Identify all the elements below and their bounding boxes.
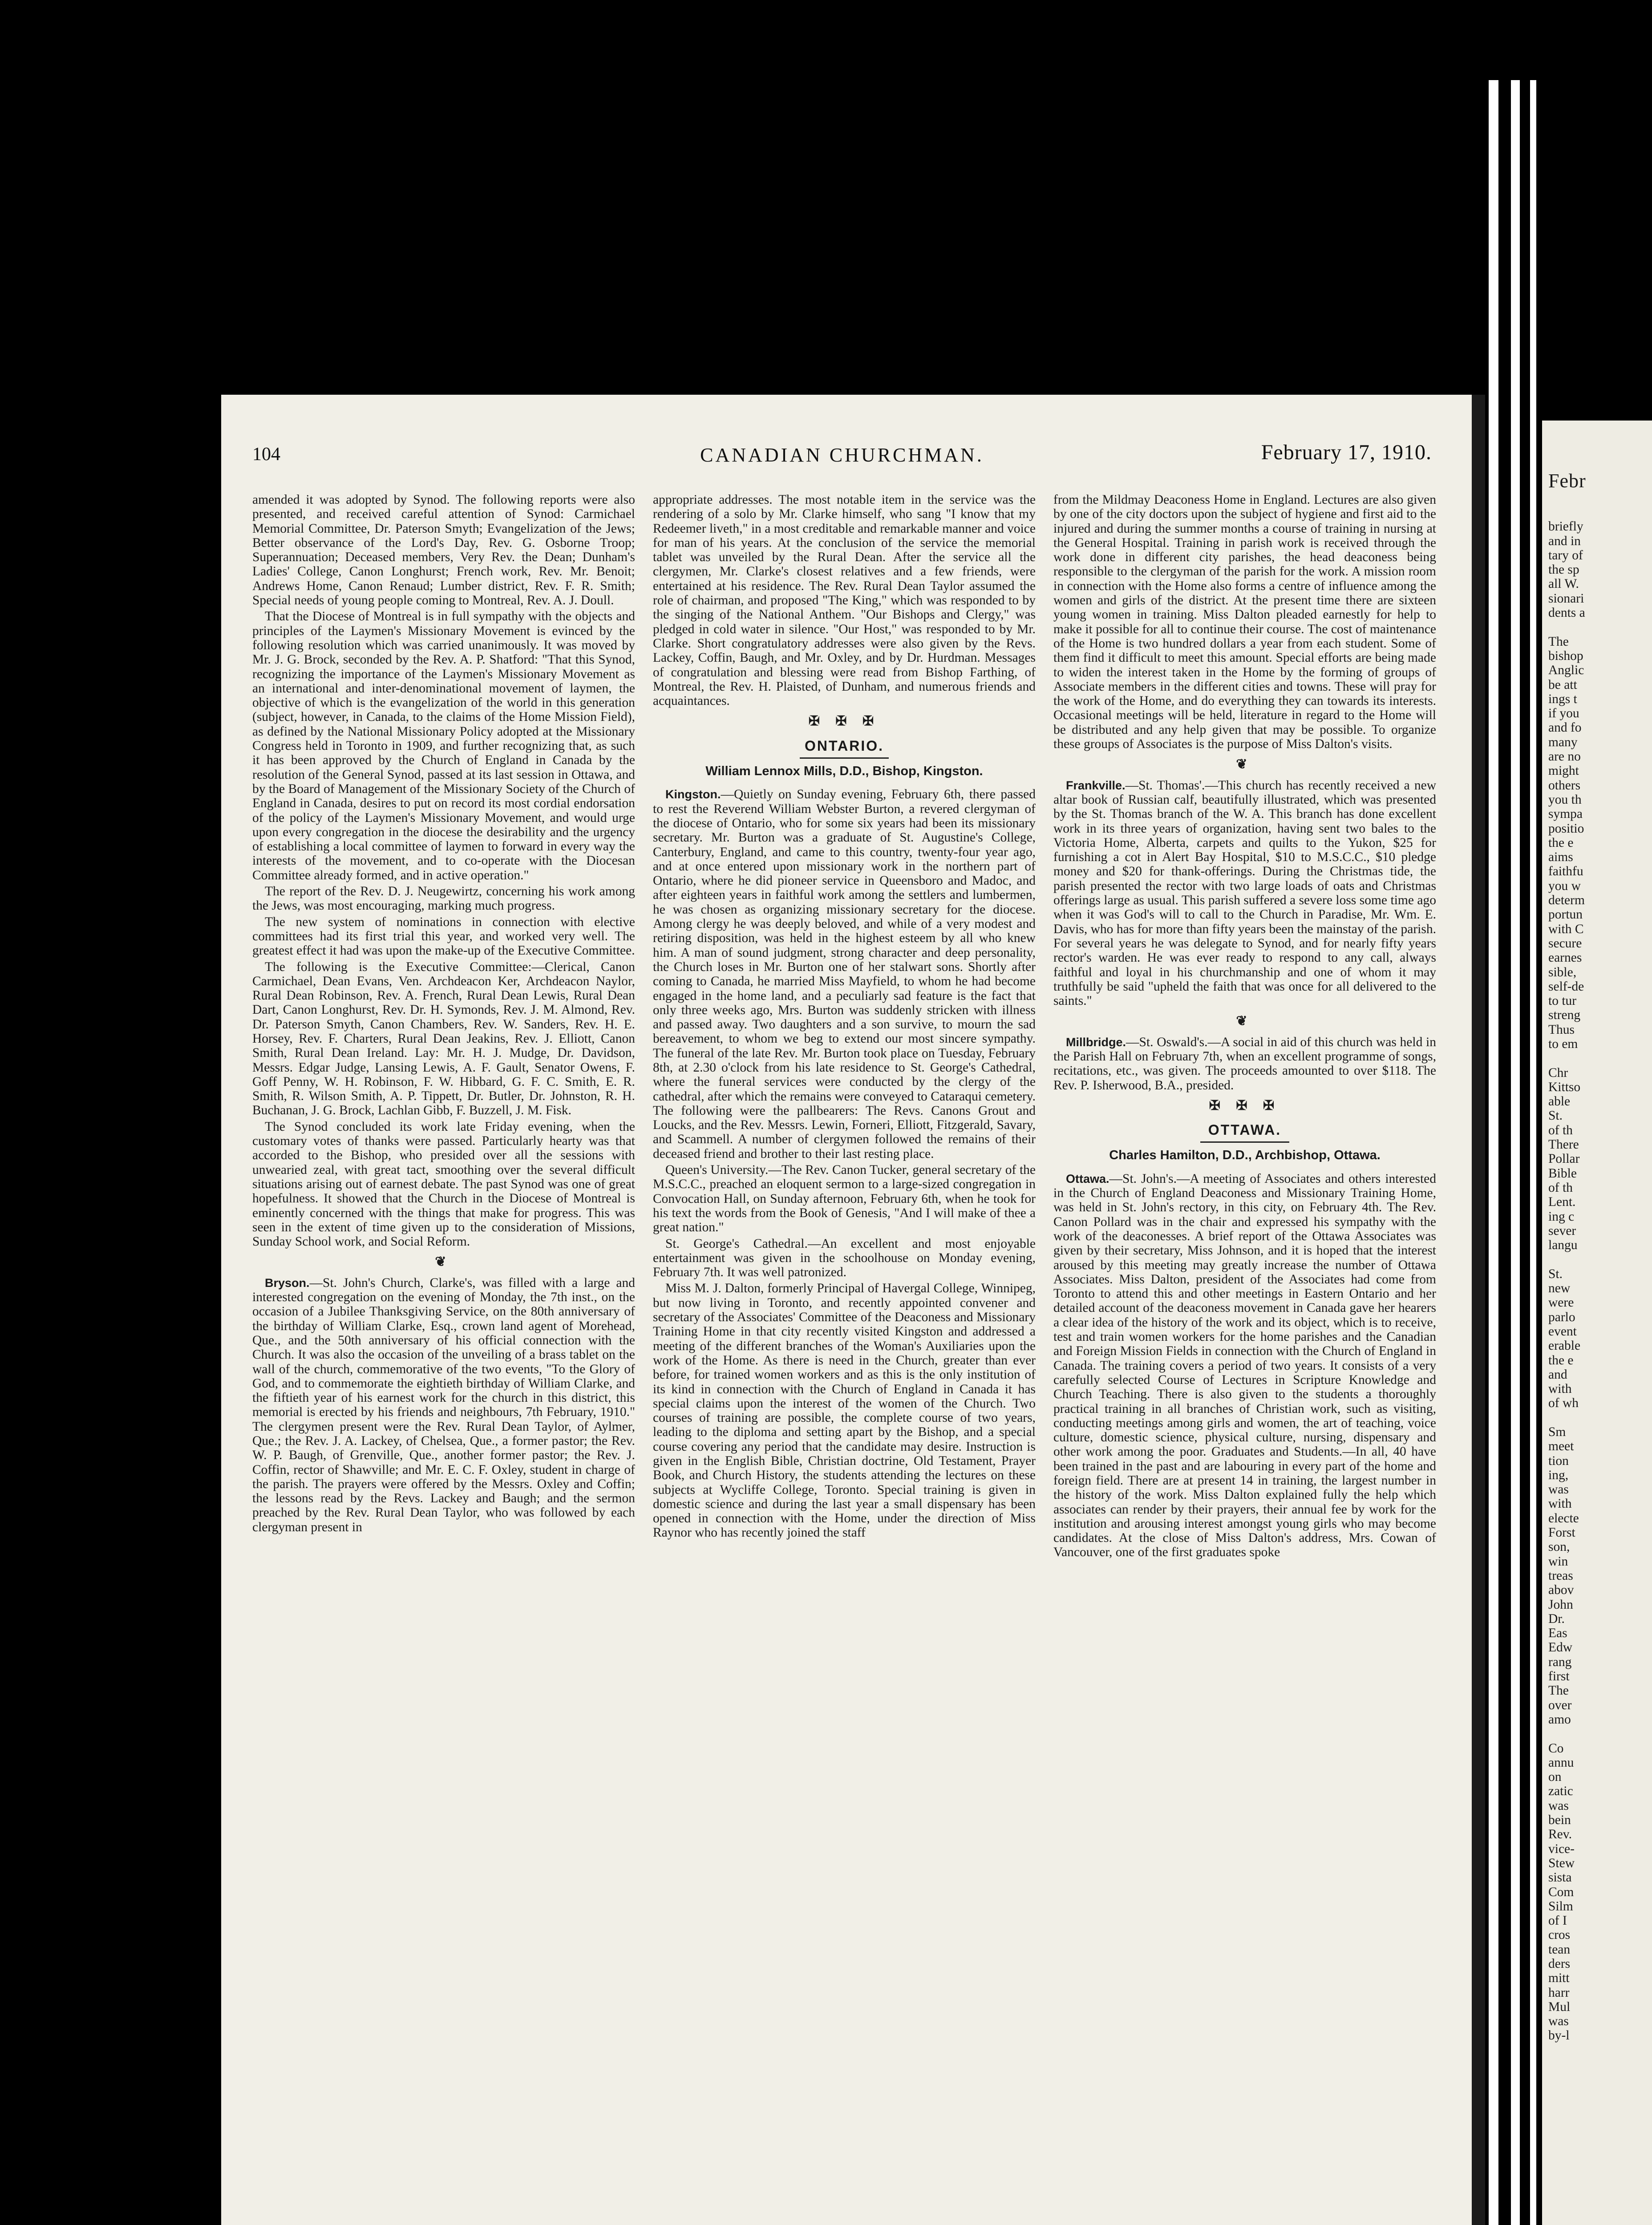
column-2 <box>653 493 1036 2225</box>
next-page-line: ings t <box>1548 692 1577 706</box>
newspaper-page <box>221 395 1472 2225</box>
next-page-line: parlo <box>1548 1310 1575 1324</box>
next-page-line: erable <box>1548 1339 1581 1353</box>
next-page-line: with C <box>1548 922 1584 936</box>
next-page-line: self-de <box>1548 979 1584 994</box>
paragraph-body: —St. Oswald's.—A social in aid of this church was held in the Parish Hall on February 7th, when an excellent programme of songs, recitations, etc., was given. The proceeds amounted to over $118. The Rev. P. Isherwood, B.A., presided. <box>1053 1035 1436 1092</box>
next-page-line: be att <box>1548 677 1577 692</box>
paragraph: The new system of nominations in connection with elective committees had its first trial this year, and worked very well. The greatest effect it had was upon the make-up of the Executive Committee. <box>252 914 635 958</box>
paragraph: The report of the Rev. D. J. Neugewirtz, concerning his work among the Jews, was most encouraging, marking much progress. <box>252 884 635 913</box>
next-page-line: to tur <box>1548 994 1577 1008</box>
next-page-line: secure <box>1548 936 1582 951</box>
millbridge-paragraph <box>1053 1035 1436 1092</box>
section-title-ottawa: OTTAWA. <box>1208 1122 1282 1138</box>
next-page-line: on <box>1548 1770 1562 1784</box>
paragraph: Queen's University.—The Rev. Canon Tucker, general secretary of the M.S.C.C., preached an eloquent sermon to a large-sized congregation in Convocation Hall, on Sunday afternoon, February 6th, when he took for his text the words from the Book of Genesis, "And I will make of thee a great nation." <box>653 1163 1036 1235</box>
next-page-line: by-l <box>1548 2028 1570 2043</box>
paragraph: from the Mildmay Deaconess Home in England. Lectures are also given by one of the city doctors upon the subject of hygiene and first aid to the injured and during the summer months a course of training in nursing at the General Hospital. Training in parish work is received through the work done in different city parishes, the head deaconess being responsible to the clergyman of the parish for the work. A mission room in connection with the Home also forms a centre of influence among the women and girls of the district. At the present time there are sixteen young women in training. Miss Dalton pleaded earnestly for help to make it possible for all to continue their course. The cost of maintenance of the Home is two hundred dollars a year from each student. Some of them find it difficult to meet this amount. Special efforts are being made to widen the interest taken in the Home by the forming of groups of Associate members in the different cities and towns. These will pray for the work of the Home, and do everything they can towards its interests. Occasional meetings will be held, literature in regard to the Home will be distributed and any help given that may be possible. To organize these groups of Associates is the purpose of Miss Dalton's visits. <box>1053 493 1436 752</box>
next-page-line <box>1548 1051 1652 1065</box>
next-page-line: over <box>1548 1698 1572 1712</box>
next-page-line: bein <box>1548 1813 1571 1828</box>
ornament: ❦ <box>1236 1014 1254 1029</box>
place-lead: Millbridge. <box>1066 1035 1126 1049</box>
next-page-line: with <box>1548 1497 1572 1511</box>
place-lead: Ottawa. <box>1066 1172 1109 1185</box>
next-page-line <box>1548 620 1652 634</box>
paragraph: That the Diocese of Montreal is in full sympathy with the objects and principles of the Laymen's Missionary Movement is evinced by the following resolution which was carried unanimously. It was moved by Mr. J. G. Brock, seconded by the Rev. A. P. Shatford: "That this Synod, recognizing the importance of the Laymen's Missionary Movement as an international and inter-denominational movement of laymen, the objective of which is the evangelization of the world in this generation (subject, however, in Canada, to the claims of the Home Mission Field), as defined by the National Missionary Policy adopted at the Missionary Congress held in Toronto in 1909, and further recognizing that, as such it has been approved by the Church of England in Canada by the resolution of the General Synod, passed at its last session in Ottawa, and by the Board of Management of the Missionary Society of the Church of England in Canada, desires to put on record its most cordial endorsation of the policy of the Laymen's Missionary Movement, and would urge upon every congregation in the diocese the desirability and the urgency of establishing a local committee of laymen to forward in every way the interests of the movement, and to co-operate with the Diocesan Committee already formed, and in active operation." <box>252 609 635 882</box>
next-page-line: Silm <box>1548 1899 1573 1914</box>
page-gutter-shadow <box>1472 395 1485 2225</box>
next-page-line: were <box>1548 1295 1574 1310</box>
section-subtitle: Charles Hamilton, D.D., Archbishop, Ottawa. <box>1109 1148 1381 1163</box>
next-page-line: you th <box>1548 792 1582 807</box>
next-page-line: ing c <box>1548 1209 1575 1224</box>
paragraph: St. George's Cathedral.—An excellent and most enjoyable entertainment was given in the schoolhouse on Monday evening, February 7th. It was well patronized. <box>653 1236 1036 1280</box>
next-page-line: Anglic <box>1548 663 1584 678</box>
next-page-line: sionari <box>1548 591 1584 606</box>
next-page-line: briefly <box>1548 519 1583 534</box>
kingston-paragraph <box>653 787 1036 1161</box>
next-page-line: able <box>1548 1094 1571 1109</box>
next-page-line: faithfu <box>1548 864 1583 879</box>
next-page-line: treas <box>1548 1568 1573 1583</box>
next-page-line: tean <box>1548 1942 1571 1957</box>
paragraph-body: —Quietly on Sunday evening, February 6th, there passed to rest the Reverend William Webster Burton, a revered clergyman of the diocese of Ontario, who for some six years had been its missionary secretary. Mr. Burton was a graduate of St. Augustine's College, Canterbury, England, and came to this country, twenty-four year ago, and at once entered upon missionary work in the northern part of Ontario, where he did pioneer service in Queensboro and Madoc, and after eighteen years in faithful work among the settlers and lumbermen, he was chosen as organizing missionary secretary for the diocese. Among clergy he was deeply beloved, and while of a very modest and retiring disposition, was held in the highest esteem by all who knew him. A man of sound judgment, strong character and deep personality, the Church loses in Mr. Burton one of her stalwart sons. Shortly after coming to Canada, he married Miss Mayfield, to whom he had become engaged in the home land, and a peculiarly sad feature is the fact that only three weeks ago, Mrs. Burton was suddenly stricken with illness and passed away. Two daughters and a son survive, to mourn the sad bereavement, to whom we beg to extend our most sincere sympathy. The funeral of the late Rev. Mr. Burton took place on Tuesday, February 8th, at 2.30 o'clock from his late residence to St. George's Cathedral, where the funeral services were conducted by the clergy of the cathedral, after which the remains were conveyed to Cataraqui cemetery. The following were the pallbearers: The Revs. Canons Grout and Loucks, and the Rev. Messrs. Lewin, Forneri, Elliott, Fitzgerald, Savary, and Scammell. A number of clergymen followed the remains of their deceased friend and brother to their last resting place. <box>653 787 1036 1161</box>
film-edge-bar <box>1511 80 1520 2225</box>
next-page-line: Dr. <box>1548 1611 1565 1626</box>
paragraph: The following is the Executive Committee:—Clerical, Canon Carmichael, Dean Evans, Ven. Archdeacon Ker, Archdeacon Naylor, Rural Dean Robinson, Rev. A. French, Rural Dean Lewis, Rural Dean Dart, Canon Longhurst, Rev. Dr. H. Symonds, Rev. J. M. Almond, Rev. Dr. Paterson Smyth, Canon Chambers, Rev. W. Sanders, Rev. H. E. Horsey, Rev. F. Charters, Rural Dean Jeakins, Rev. J. Elliott, Canon Smith, Rural Dean Ireland. Lay: Mr. H. J. Mudge, Dr. Davidson, Messrs. Edgar Judge, Lansing Lewis, A. F. Gault, Senator Owens, F. Goff Penny, W. H. Robinson, F. W. Hibbard, G. F. C. Smith, E. R. Smith, R. Wilson Smith, A. P. Tippett, Dr. Butler, Dr. Johnston, R. H. Buchanan, J. G. Brock, Lachlan Gibb, F. Buzzell, J. M. Fisk. <box>252 959 635 1118</box>
paragraph-body: —St. John's.—A meeting of Associates and others interested in the Church of England Deaconess and Missionary Training Home, was held in St. John's rectory, in this city, on February 4th. The Rev. Canon Pollard was in the chair and expressed his sympathy with the work of the deaconesses. A brief report of the Ottawa Associates was given by their secretary, Miss Johnson, and it is hoped that the interest aroused by this meeting may greatly increase the number of Ottawa Associates. Miss Dalton, president of the Associates had come from Toronto to attend this and other meetings in Eastern Ontario and her detailed account of the deaconess movement in Canada gave her hearers a clear idea of the history of the work and its object, which is to receive, test and train women workers for the home parishes and the Canadian and Foreign Mission Fields in connection with the Church of England in Canada. The training covers a period of two years. It consists of a very carefully selected Course of Lectures in Scripture Knowledge and Church Teaching. There is also given to the students a thoroughly practical training in all branches of Christian work, such as visiting, conducting meetings among girls and women, the art of teaching, voice culture, domestic science, physical culture, nursing, dispensary and other work among the poor. Graduates and Students.—In all, 40 have been trained in the past and are labouring in every part of the home and foreign field. There are at present 14 in training, the largest number in the history of the work. Miss Dalton explained fully the help which associates can render by their prayers, their annual fee by work for the institution and arousing interest amongst young girls who may become candidates. At the close of Miss Dalton's address, Mrs. Cowan of Vancouver, one of the first graduates spoke <box>1053 1171 1436 1560</box>
next-page-header: Febr <box>1548 470 1586 492</box>
next-page-line: sever <box>1548 1223 1576 1238</box>
next-page-line: to em <box>1548 1036 1578 1051</box>
next-page-line: of th <box>1548 1123 1573 1137</box>
next-page-line: annu <box>1548 1755 1574 1770</box>
next-page-line: St. <box>1548 1108 1563 1123</box>
next-page-line: earnes <box>1548 951 1582 965</box>
next-page-line: with <box>1548 1382 1572 1396</box>
next-page-line: might <box>1548 764 1579 778</box>
section-title-ontario: ONTARIO. <box>804 737 884 754</box>
next-page-line: aims <box>1548 850 1573 865</box>
next-page-line: of wh <box>1548 1396 1579 1411</box>
ornament: ✠ ✠ ✠ <box>808 714 880 729</box>
next-page-line: tion <box>1548 1453 1569 1468</box>
next-page-line: ders <box>1548 1956 1571 1971</box>
next-page-line: of th <box>1548 1180 1573 1195</box>
next-page-line: positio <box>1548 821 1584 836</box>
paragraph: The Synod concluded its work late Friday evening, when the customary votes of thanks were passed. Particularly hearty was that accorded to the Bishop, who presided over all the sessions with unwearied zeal, with great tact, smoothing over the several difficult situations arising out of earnest debate. The past Synod was one of great hopefulness. It showed that the Church in the Diocese of Montreal is eminently concerned with the things that make for progress. This was seen in the extent of time given up to the consideration of Missions, Sunday School work, and Social Reform. <box>252 1119 635 1249</box>
paragraph-body: —St. John's Church, Clarke's, was filled with a large and interested congregation on the evening of Monday, the 7th inst., on the occasion of a Jubilee Thanksgiving Service, on the 80th anniversary of the birthday of William Clarke, Esq., crown land agent of Morehead, Que., and the 50th anniversary of his official connection with the Church. It was also the occasion of the unveiling of a brass tablet on the wall of the church, commemorative of the two events, "To the Glory of God, and to commemorate the eightieth birthday of William Clarke, and the fiftieth year of his earnest work for the church in this district, this memorial is erected by his friends and neighbours, 7th February, 1910." The clergymen present were the Rev. Rural Dean Taylor, of Aylmer, Que.; the Rev. J. A. Lackey, of Chelsea, Que., a former pastor; the Rev. W. P. Baugh, of Grenville, Que., another former pastor; the Rev. J. Coffin, rector of Shawville; and Mr. E. C. F. Oxley, student in charge of the parish. The prayers were offered by the Messrs. Oxley and Coffin; the lessons read by the Revs. Lackey and Baugh; and the sermon preached by the Rev. Rural Dean Taylor, who was followed by each clergyman present in <box>252 1275 635 1534</box>
ottawa-paragraph <box>1053 1172 1436 1560</box>
next-page-line: Sm <box>1548 1425 1566 1439</box>
next-page-line: son, <box>1548 1540 1570 1554</box>
next-page-line: vice- <box>1548 1841 1575 1856</box>
next-page-line: the e <box>1548 835 1574 850</box>
next-page-line: the e <box>1548 1353 1574 1367</box>
next-page-line: Rev. <box>1548 1827 1572 1842</box>
running-head <box>252 441 1432 470</box>
page-number: 104 <box>252 444 280 465</box>
next-page-line: Forst <box>1548 1525 1575 1540</box>
next-page-line: abov <box>1548 1583 1574 1598</box>
next-page-line: new <box>1548 1281 1571 1296</box>
next-page-line: and fo <box>1548 720 1582 735</box>
next-page-line: The <box>1548 1683 1569 1698</box>
paragraph: appropriate addresses. The most notable item in the service was the rendering of a solo by Mr. Clarke himself, who sang "I know that my Redeemer liveth," in a most creditable and remarkable manner and voice for man of his years. At the conclusion of the service the memorial tablet was unveiled by the Rural Dean. After the service all the clergymen, Mr. Clarke's closest relatives and a few friends, were entertained at his residence. The Rev. Rural Dean Taylor assumed the role of chairman, and proposed "The King," which was responded to by the singing of the National Anthem. "Our Bishops and Clergy," was pledged in cold water in silence. "Our Host," was responded to by Mr. Clarke. Short congratulatory addresses were also given by the Revs. Lackey, Coffin, Baugh, and Mr. Oxley, and by Dr. Hurdman. Messages of congratulation and blessing were read from Bishop Farthing, of Montreal, the Rev. H. Plaisted, of Dunham, and numerous friends and acquaintances. <box>653 493 1036 708</box>
next-page-line: Lent. <box>1548 1195 1576 1210</box>
next-page-line: mitt <box>1548 1971 1570 1986</box>
next-page-line <box>1548 1727 1652 1741</box>
next-page-line: you w <box>1548 878 1581 893</box>
next-page-line <box>1548 1411 1652 1425</box>
place-lead: Frankville. <box>1066 778 1126 792</box>
ornament: ❦ <box>1236 757 1254 772</box>
next-page-line: Mul <box>1548 1999 1571 2014</box>
next-page-line: sible, <box>1548 965 1577 979</box>
place-lead: Kingston. <box>665 788 721 801</box>
next-page-line: many <box>1548 735 1578 749</box>
next-page-line: dents a <box>1548 606 1585 620</box>
next-page-line: and <box>1548 1367 1567 1382</box>
section-rule <box>800 757 889 759</box>
next-page-line: John <box>1548 1597 1573 1612</box>
next-page-line: sista <box>1548 1870 1572 1885</box>
next-page-line: if you <box>1548 706 1579 721</box>
next-page-line: amo <box>1548 1712 1571 1727</box>
next-page-line: are no <box>1548 749 1581 764</box>
ornament: ✠ ✠ ✠ <box>1209 1098 1281 1113</box>
column-1 <box>252 493 635 2225</box>
next-page-line: rang <box>1548 1655 1572 1669</box>
film-edge-bar <box>1489 80 1498 2225</box>
issue-date: February 17, 1910. <box>1261 441 1432 464</box>
column-3 <box>1053 493 1436 2225</box>
section-subtitle: William Lennox Mills, D.D., Bishop, Kingston. <box>705 764 983 779</box>
next-page-line: There <box>1548 1137 1579 1152</box>
next-page-line: all W. <box>1548 577 1579 591</box>
paragraph: amended it was adopted by Synod. The following reports were also presented, and received careful attention of Synod: Carmichael Memorial Committee, Dr. Paterson Smyth; Evangelization of the Jews; Better observance of the Lord's Day, Rev. G. Osborne Troop; Superannuation; Deceased members, Very Rev. the Dean; Dunham's Ladies' College, Canon Longhurst; French work, Rev. Mr. Benoit; Andrews Home, Canon Renaud; Lumber district, Rev. F. R. Smith; Special needs of young people coming to Montreal, Rev. A. J. Doull. <box>252 493 635 608</box>
journal-title: CANADIAN CHURCHMAN. <box>700 444 984 466</box>
next-page-line: portun <box>1548 907 1583 922</box>
ornament: ❦ <box>435 1254 453 1270</box>
next-page-line: harr <box>1548 1985 1570 2000</box>
next-page-line: and in <box>1548 534 1581 548</box>
next-page-line: streng <box>1548 1008 1581 1023</box>
next-page-line: Chr <box>1548 1065 1568 1080</box>
next-page-line: St. <box>1548 1266 1563 1281</box>
place-lead: Bryson. <box>265 1276 310 1290</box>
next-page-line: bishop <box>1548 648 1583 663</box>
next-page-line: first <box>1548 1669 1570 1684</box>
next-page-line: cros <box>1548 1928 1571 1942</box>
next-page-line: Kittso <box>1548 1080 1581 1094</box>
next-page-line <box>1548 1252 1652 1266</box>
next-page-line: was <box>1548 1482 1569 1497</box>
next-page-line: determ <box>1548 893 1585 908</box>
section-rule <box>1200 1141 1289 1143</box>
next-page-line: langu <box>1548 1238 1578 1253</box>
next-page-line: Edw <box>1548 1640 1573 1655</box>
next-page-line: sympa <box>1548 807 1583 821</box>
frankville-paragraph <box>1053 778 1436 1008</box>
next-page-line: meet <box>1548 1439 1574 1454</box>
next-page-line: others <box>1548 778 1581 793</box>
next-page-line: Co <box>1548 1741 1564 1756</box>
paragraph: Miss M. J. Dalton, formerly Principal of Havergal College, Winnipeg, but now living in Toronto, and recently appointed convener and secretary of the Associates' Committee of the Deaconess and Missionary Training Home in that city recently visited Kingston and addressed a meeting of the different branches of the Woman's Auxiliaries upon the work of the Home. As there is need in the Church, greater than ever before, for trained women workers and as this is the only institution of its kind in connection with the Church of England in Canada it has special claims upon the interest of the women of the Church. Two courses of training are possible, the complete course of two years, leading to the diploma and setting apart by the Bishop, and a special course covering any period that the candidate may desire. Instruction is given in the English Bible, Christian doctrine, Old Testament, Prayer Book, and Church History, the students attending the lectures on these subjects at Wycliffe College, Toronto. Special training is given in domestic science and during the last year a small dispensary has been opened in connection with the Home, under the direction of Miss Raynor who has recently joined the staff <box>653 1281 1036 1540</box>
next-page-line: Thus <box>1548 1022 1575 1037</box>
next-page-line: zatic <box>1548 1784 1573 1799</box>
next-page-line: event <box>1548 1324 1577 1339</box>
paragraph-body: —St. Thomas'.—This church has recently received a new altar book of Russian calf, beautifully illustrated, which was presented by the St. Thomas branch of the W. A. This branch has done excellent work in its three years of organization, having sent two bales to the Victoria Home, Alberta, carpets and quilts to the Yukon, $25 for furnishing a cot in Alert Bay Hospital, $10 to M.S.C.C., $10 pledge money and $20 for thank-offerings. During the Christmas tide, the parish presented the rector with two large loads of oats and Christmas offerings large as usual. This parish suffered a severe loss some time ago when it was God's will to call to the Church in Paradise, Mr. Wm. E. Davis, who has for more than fifty years been the mainstay of the parish. For several years he was delegate to Synod, and for nearly fifty years rector's warden. He was ever ready to respond to any call, always faithful and loyal in his churchmanship and one of whom it may truthfully be said "upheld the faith that was once for all delivered to the saints." <box>1053 778 1436 1008</box>
next-page-text <box>1548 470 1652 2043</box>
film-edge-bar <box>1530 80 1536 2225</box>
next-page-line: win <box>1548 1554 1568 1569</box>
next-page-line: of I <box>1548 1914 1567 1928</box>
next-page-line: tary of <box>1548 548 1583 562</box>
next-page-line: Pollar <box>1548 1152 1580 1166</box>
next-page-line: was <box>1548 2014 1569 2029</box>
next-page-line: was <box>1548 1798 1569 1813</box>
next-page-line: The <box>1548 634 1569 649</box>
next-page-line: Bible <box>1548 1166 1577 1181</box>
next-page-line: Stew <box>1548 1856 1575 1870</box>
next-page-line: electe <box>1548 1511 1579 1525</box>
next-page-fragment <box>1542 421 1652 2225</box>
next-page-line: Eas <box>1548 1626 1567 1641</box>
next-page-line: Com <box>1548 1885 1574 1899</box>
bryson-paragraph <box>252 1276 635 1534</box>
next-page-line: ing, <box>1548 1468 1569 1482</box>
next-page-line: the sp <box>1548 562 1579 577</box>
